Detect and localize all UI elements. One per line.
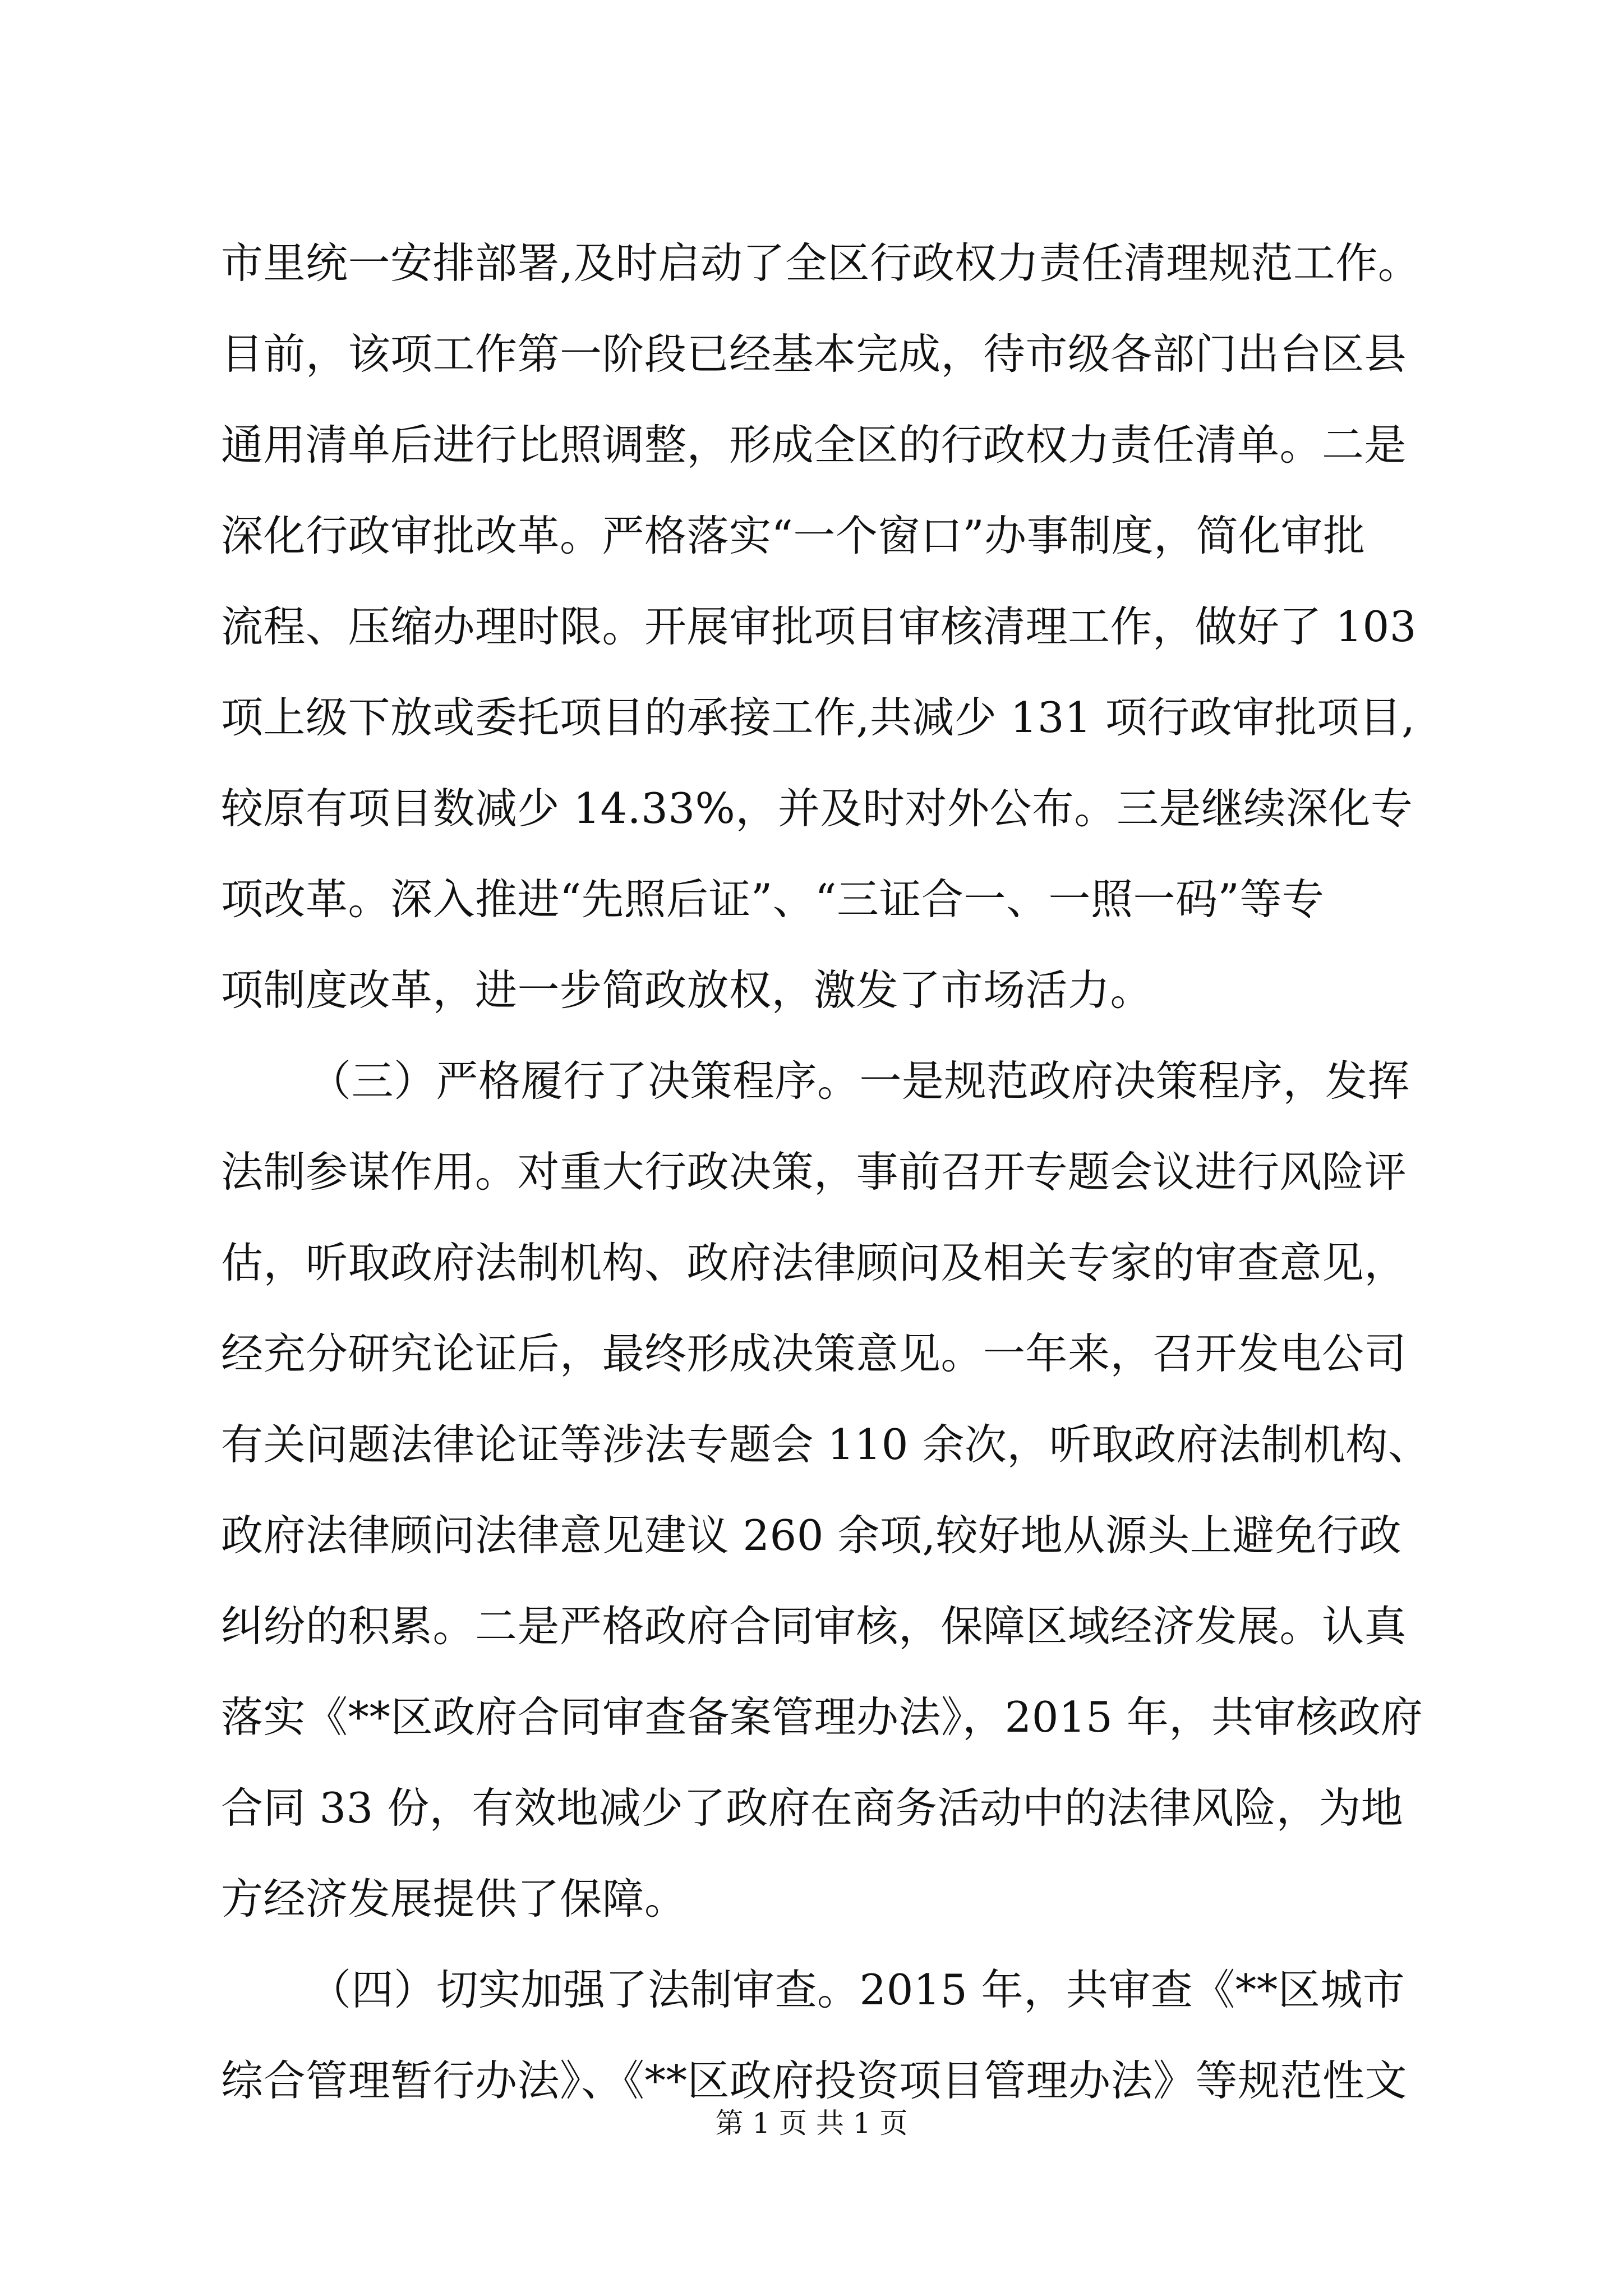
text-line: 项上级下放或委托项目的承接工作,共减少 131 项行政审批项目, (221, 693, 1415, 742)
text-line: 目前，该项工作第一阶段已经基本完成，待市级各部门出台区县 (221, 329, 1407, 379)
text-line: 纠纷的积累。二是严格政府合同审核，保障区域经济发展。认真 (221, 1602, 1407, 1651)
text-line: 市里统一安排部署,及时启动了全区行政权力责任清理规范工作。 (221, 238, 1421, 288)
paragraph-heading-3: （三）严格履行了决策程序。一是规范政府决策程序，发挥 (309, 1056, 1410, 1106)
text-line: 有关问题法律论证等涉法专题会 110 余次，听取政府法制机构、 (221, 1420, 1431, 1469)
paragraph-heading-4: （四）切实加强了法制审查。2015 年，共审查《**区城市 (309, 1965, 1405, 2014)
text-line: 合同 33 份，有效地减少了政府在商务活动中的法律风险，为地 (221, 1783, 1404, 1833)
text-line: 通用清单后进行比照调整，形成全区的行政权力责任清单。二是 (221, 420, 1407, 470)
text-line: 项改革。深入推进“先照后证”、“三证合一、一照一码”等专 (221, 875, 1325, 924)
text-line: 综合管理暂行办法》、《**区政府投资项目管理办法》等规范性文 (221, 2056, 1408, 2105)
text-line: 政府法律顾问法律意见建议 260 余项,较好地从源头上避免行政 (221, 1511, 1402, 1560)
text-line: 估，听取政府法制机构、政府法律顾问及相关专家的审查意见， (221, 1238, 1407, 1287)
page-footer: 第 1 页 共 1 页 (715, 2107, 908, 2139)
text-line: 方经济发展提供了保障。 (221, 1874, 687, 1924)
text-line: 项制度改革，进一步简政放权，激发了市场活力。 (221, 965, 1153, 1015)
text-line: 流程、压缩办理时限。开展审批项目审核清理工作，做好了 103 (221, 602, 1417, 651)
text-line: 落实《**区政府合同审查备案管理办法》，2015 年，共审核政府 (221, 1692, 1423, 1742)
text-line: 深化行政审批改革。严格落实“一个窗口”办事制度，简化审批 (221, 511, 1366, 560)
text-line: 经充分研究论证后，最终形成决策意见。一年来，召开发电公司 (221, 1329, 1407, 1378)
text-line: 较原有项目数减少 14.33%，并及时对外公布。三是继续深化专 (221, 784, 1413, 833)
text-line: 法制参谋作用。对重大行政决策，事前召开专题会议进行风险评 (221, 1147, 1407, 1197)
